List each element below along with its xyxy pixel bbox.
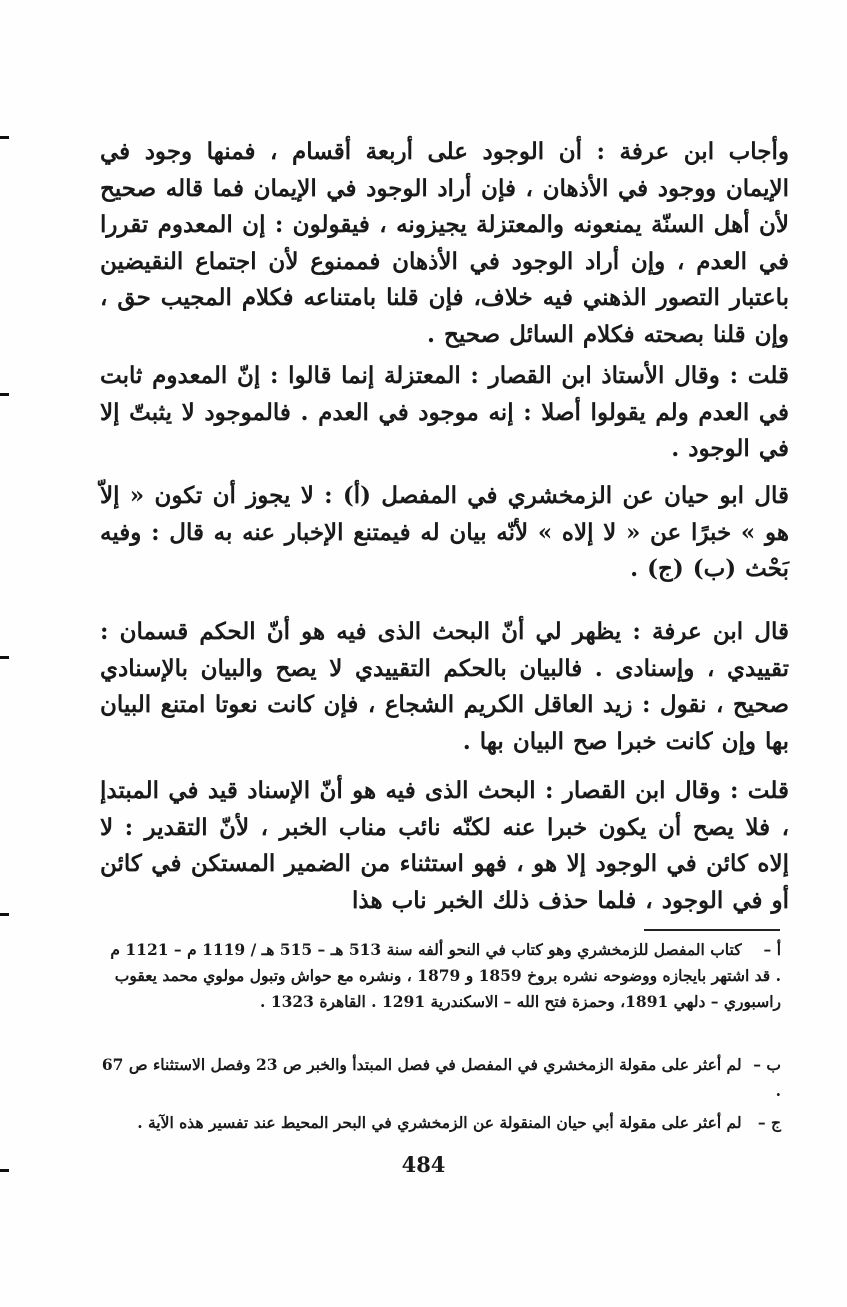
- body-paragraph: قال ابو حيان عن الزمخشري في المفصل (أ) : لا يجوز أن تكون « إلاّ هو » خبرًا عن « لا إلاه » لأنّه بيان له فيمتنع الإخبار عنه به قال : وفيه بَحْث (ب) (ج) .: [100, 482, 789, 583]
- margin-mark: [0, 136, 9, 139]
- footnote-text: كتاب المفصل للزمخشري وهو كتاب في النحو ألفه سنة 513 هـ – 515 هـ / 1119 م – 1121 م . قد اشتهر بايجازه ووضوحه نشره بروخ 1859 و 1879 ، ونشره مع حواش وتبول مولوي محمد يعقوب راسبوري – دلهي 1891، وحمزة فتح الله – الاسكندرية 1291 . القاهرة 1323 .: [110, 940, 781, 1011]
- body-paragraph: وأجاب ابن عرفة : أن الوجود على أربعة أقسام ، فمنها وجود في الإيمان ووجود في الأذهان ، فإن أراد الوجود في الإيمان فما قاله صحيح لأن أهل السنّة يمنعونه والمعتزلة يجيزونه ، فيقولون : إن المعدوم تقررا في العدم ، وإن أراد الوجود في الأذهان فممنوع لأن اجتماع النقيضين باعتبار التصور الذهني فيه خلاف، فإن قلنا بامتناعه فكلام المجيب حق ، وإن قلنا بصحته فكلام السائل صحيح .: [100, 138, 789, 348]
- footnote-separator: [644, 929, 780, 931]
- footnote-text: لم أعثر على مقولة الزمخشري في المفصل في فصل المبتدأ والخبر ص 23 وفصل الاستثناء ص 67 .: [101, 1055, 781, 1100]
- footnote: [100, 1110, 781, 1136]
- margin-mark: [0, 913, 9, 916]
- body-paragraph: قال ابن عرفة : يظهر لي أنّ البحث الذى فيه هو أنّ الحكم قسمان : تقييدي ، وإسنادى . فالبيان بالحكم التقييدي لا يصح والبيان بالإسنادي صحيح ، نقول : زيد العاقل الكريم الشجاع ، فإن كانت نعوتا امتنع البيان بها وإن كانت خبرا صح البيان بها .: [100, 618, 789, 755]
- footnote-marker: ب –: [753, 1055, 781, 1074]
- body-paragraph: قلت : وقال ابن القصار : البحث الذى فيه هو أنّ الإسناد قيد في المبتدإ ، فلا يصح أن يكون خبرا عنه لكنّه نائب مناب الخبر ، لأنّ التقدير : لا إلاه كائن في الوجود إلا هو ، فهو استثناء من الضمير المستكن في كائن أو في الوجود ، فلما حذف ذلك الخبر ناب هذا: [100, 777, 789, 914]
- footnote-marker: ج –: [757, 1113, 781, 1132]
- footnote: [100, 937, 781, 1015]
- footnote: [100, 1052, 781, 1104]
- footnote-marker: أ –: [763, 940, 781, 959]
- body-paragraph: قلت : وقال الأستاذ ابن القصار : المعتزلة إنما قالوا : إنّ المعدوم ثابت في العدم ولم يقولوا أصلا : إنه موجود في العدم . فالموجود لا يثبتّ إلا في الوجود .: [100, 362, 789, 463]
- footnote-text: لم أعثر على مقولة أبي حيان المنقولة عن الزمخشري في البحر المحيط عند تفسير هذه الآية .: [137, 1113, 742, 1132]
- page-number: 484: [401, 1152, 446, 1177]
- margin-mark: [0, 393, 9, 396]
- margin-mark: [0, 656, 9, 659]
